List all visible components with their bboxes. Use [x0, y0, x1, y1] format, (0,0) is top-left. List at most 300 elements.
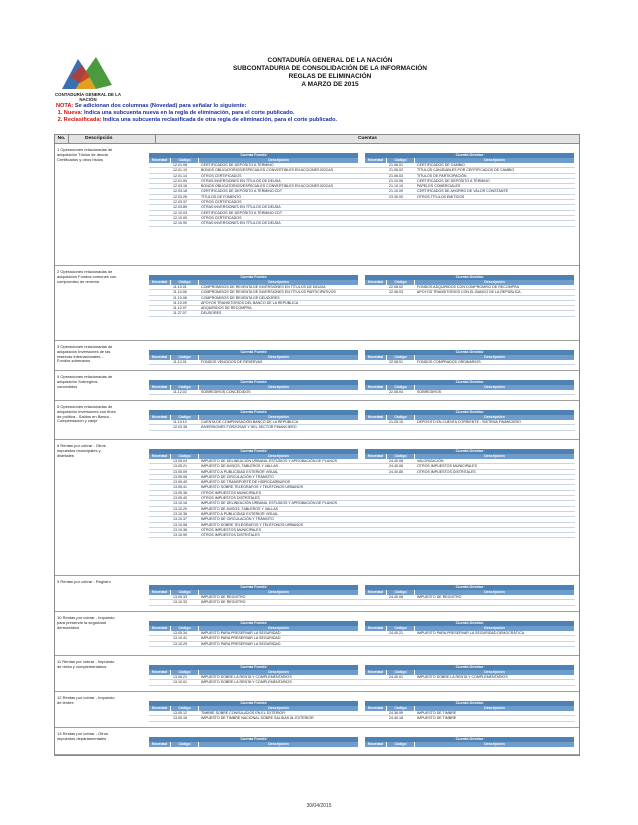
- fuente-code-cell: 11.12.01: [173, 360, 187, 364]
- novedad-header: Novedad: [365, 706, 387, 711]
- fuente-desc-cell: OTROS CERTIFICADOS: [201, 173, 242, 178]
- fuente-desc-cell: INVERSIONES FORZOSAS Y DEL SECTOR FINANCIERO: [201, 425, 297, 430]
- col-cuentas-header: Cuentas: [358, 136, 377, 141]
- destino-code-cell: 21.10.09: [389, 189, 403, 194]
- novedad-cell: [149, 642, 171, 646]
- cuenta-fuente-header: Cuenta Fuente: [149, 701, 359, 706]
- cuenta-fuente-header: Cuenta Fuente: [149, 665, 359, 670]
- rule-number: 2: [57, 269, 60, 274]
- novedad-cell: [149, 390, 171, 394]
- novedad-cell: [149, 631, 171, 635]
- novedad-cell: [149, 716, 171, 720]
- destino-code-cell: [387, 501, 415, 505]
- fuente-desc-cell: OTRAS INVERSIONES EN TÍTULOS DE DEUDA: [201, 205, 281, 210]
- destino-code-cell: [387, 296, 415, 300]
- fuente-code-cell: 13.05.40: [173, 496, 187, 501]
- destino-desc-cell: IMPUESTO PARA PRESERVAR LA SEGURIDAD DEMOCRÁTICA: [417, 631, 524, 635]
- cuenta-fuente-header: Cuenta Fuente: [149, 621, 359, 626]
- novedad-header: Novedad: [149, 590, 171, 595]
- destino-code-cell: 21.25.10: [389, 420, 403, 424]
- destino-desc-cell: [415, 491, 575, 495]
- novedad-cell: [149, 523, 171, 527]
- novedad-cell: [365, 595, 387, 599]
- novedad-header: Novedad: [149, 385, 171, 390]
- novedad-header: Novedad: [365, 415, 387, 420]
- fuente-desc-cell: CERTIFICADOS DE DEPÓSITO A TÉRMINO CDT: [201, 189, 283, 194]
- novedad-cell: [365, 642, 387, 646]
- table-row: [149, 680, 575, 685]
- novedad-cell: [149, 360, 171, 364]
- destino-code-cell: 22.08.01: [389, 360, 403, 364]
- notes-block: [56, 103, 596, 125]
- novedad-cell: [149, 475, 171, 479]
- codigo-header: Código: [171, 706, 199, 711]
- fuente-desc-cell: OTROS IMPUESTOS DISTRITALES: [201, 496, 260, 501]
- fuente-desc-cell: ADQUIRIDOS DE RECOMPRA: [201, 306, 252, 311]
- table-row: [149, 390, 575, 395]
- novedad-cell: [149, 211, 171, 215]
- destino-desc-cell: [415, 533, 575, 537]
- rule-description: Operaciones relacionadas de adquisición Inversiones de las reservas internacionales - Fondos soberanos: [57, 344, 113, 364]
- fuente-code-cell: 12.01.08: [173, 163, 187, 167]
- fuente-code-cell: 12.03.16: [173, 184, 187, 189]
- note-1-number: 1.: [57, 110, 63, 117]
- cuenta-fuente-header: Cuenta Fuente: [149, 449, 359, 454]
- cuenta-destino-header: Cuenta Destino: [365, 449, 575, 454]
- novedad-cell: [365, 680, 387, 684]
- rule-number: 1: [57, 147, 60, 152]
- fuente-desc-cell: IMPUESTO DE DELINEACIÓN URBANA, ESTUDIOS Y APROBACIÓN DE PLANOS: [201, 459, 337, 463]
- rule-section-label: [57, 405, 117, 424]
- codigo-header: Código: [387, 385, 415, 390]
- rule-description: Operaciones relacionadas de adquisición Inversiones con fines de política - Saldos en Banco - Compensación y canje: [57, 404, 116, 424]
- codigo-header: Código: [387, 280, 415, 285]
- destino-code-cell: [387, 642, 415, 646]
- note-1-label: Nueva:: [63, 110, 83, 117]
- novedad-cell: [149, 480, 171, 484]
- descripcion-header: Descripción: [199, 280, 359, 285]
- fuente-desc-cell: IMPUESTO DE TRANSPORTE DE HIDROCARBUROS: [201, 480, 291, 485]
- novedad-cell: [149, 285, 171, 289]
- note-2-number: 2.: [57, 117, 63, 124]
- fuente-code-cell: 12.01.14: [173, 173, 187, 178]
- novedad-cell: [149, 168, 171, 172]
- fuente-code-cell: 13.05.41: [173, 485, 187, 490]
- destino-desc-cell: CERTIFICADOS DE DEPÓSITO A TÉRMINO: [417, 178, 490, 183]
- col-desc-header: Descripción: [69, 135, 156, 143]
- fuente-desc-cell: IMPUESTO SOBRE LA RENTA Y COMPLEMENTARIOS: [201, 680, 292, 685]
- destino-desc-cell: [415, 600, 575, 604]
- table-row: [149, 642, 575, 647]
- table-row: [149, 600, 575, 605]
- novedad-cell: [365, 675, 387, 679]
- rule-number: 9: [57, 579, 60, 584]
- destino-desc-cell: [415, 216, 575, 220]
- destino-code-cell: [387, 211, 415, 215]
- table-row: [149, 221, 575, 226]
- fuente-desc-cell: TÍTULOS DE FOMENTO: [201, 194, 242, 199]
- fuente-desc-cell: OTROS IMPUESTOS MUNICIPALES: [201, 490, 261, 495]
- rule-section-label: [57, 148, 117, 162]
- novedad-cell: [365, 163, 387, 167]
- destino-desc-cell: [415, 475, 575, 479]
- novedad-cell: [149, 195, 171, 199]
- fuente-code-cell: 13.10.16: [173, 501, 187, 506]
- novedad-cell: [365, 200, 387, 204]
- fuente-desc-cell: IMPUESTO DE AVISOS, TABLEROS Y VALLAS: [201, 506, 279, 511]
- codigo-header: Código: [387, 670, 415, 675]
- novedad-cell: [365, 205, 387, 209]
- novedad-cell: [149, 311, 171, 315]
- rule-description: Operaciones relacionadas de adquisición Títulos de deuda Certificados y otros títulos: [57, 147, 113, 162]
- fuente-code-cell: 11.12.02: [173, 390, 187, 394]
- destino-desc-cell: SOBREGIROS: [417, 390, 442, 394]
- fuente-code-cell: 13.10.36: [173, 527, 187, 532]
- novedad-cell: [365, 425, 387, 429]
- fuente-desc-cell: CERTIFICADOS DE DEPÓSITO A TÉRMINO: [201, 163, 274, 167]
- codigo-header: Código: [387, 355, 415, 360]
- novedad-cell: [365, 517, 387, 521]
- novedad-cell: [365, 480, 387, 484]
- destino-desc-cell: IMPUESTO DE TIMBRE: [417, 716, 457, 721]
- accounts-grid: [149, 350, 575, 365]
- codigo-header: Código: [387, 706, 415, 711]
- cuenta-destino-header: Cuenta Destino: [365, 621, 575, 626]
- fuente-desc-cell: IMPUESTO DE TIMBRE NACIONAL SOBRE SALIDAS AL EXTERIOR: [201, 716, 314, 721]
- fuente-code-cell: 13.05.09: [173, 469, 187, 474]
- destino-code-cell: [387, 636, 415, 640]
- novedad-cell: [365, 496, 387, 500]
- accounts-grid: [149, 275, 575, 317]
- novedad-cell: [149, 216, 171, 220]
- cuenta-fuente-header: Cuenta Fuente: [149, 585, 359, 590]
- destino-desc-cell: IMPUESTO DE REGISTRO: [417, 595, 462, 599]
- novedad-cell: [149, 189, 171, 193]
- novedad-cell: [365, 507, 387, 511]
- fuente-code-cell: 12.03.18: [173, 189, 187, 194]
- fuente-code-cell: 13.05.04: [173, 459, 187, 463]
- rule-section-label: [57, 375, 117, 389]
- novedad-cell: [365, 184, 387, 188]
- descripcion-header: Descripción: [199, 454, 359, 459]
- destino-desc-cell: DEPÓSITO EN CUENTA CORRIENTE - SISTEMA FINANCIERO: [417, 420, 521, 424]
- destino-desc-cell: [415, 642, 575, 646]
- codigo-header: Código: [387, 626, 415, 631]
- fuente-desc-cell: IMPUESTO DE CIRCULACIÓN Y TRÁNSITO: [201, 474, 274, 479]
- novedad-cell: [365, 296, 387, 300]
- codigo-header: Código: [387, 158, 415, 163]
- descripcion-header: Descripción: [199, 415, 359, 420]
- fuente-desc-cell: COMPROMISOS DE REVENTA DE INVERSIONES EN TÍTULOS PARTICIPATIVOS: [201, 290, 336, 295]
- rule-number: 3: [57, 344, 60, 349]
- note-1-text: Indica una subcuenta nueva en la regla de eliminación, para el corte publicado.: [82, 110, 295, 117]
- fuente-desc-cell: IMPUESTO PARA PRESERVAR LA SEGURIDAD: [201, 641, 281, 646]
- novedad-cell: [149, 163, 171, 167]
- table-row: [149, 311, 575, 316]
- destino-desc-cell: OTROS TÍTULOS EMITIDOS: [417, 194, 465, 199]
- rule-section: [55, 144, 579, 266]
- codigo-header: Código: [171, 590, 199, 595]
- rule-section-label: [57, 580, 117, 585]
- fuente-code-cell: 13.10.37: [173, 517, 187, 522]
- descripcion-header: Descripción: [415, 590, 575, 595]
- destino-code-cell: [387, 528, 415, 532]
- fuente-code-cell: 13.10.90: [173, 533, 187, 538]
- fuente-code-cell: 13.10.33: [173, 600, 187, 605]
- novedad-header: Novedad: [365, 280, 387, 285]
- fuente-desc-cell: TIMBRE SOBRE CONSULADOS EN EL EXTERIOR: [201, 711, 285, 715]
- novedad-cell: [149, 296, 171, 300]
- fuente-desc-cell: IMPUESTO DE CIRCULACIÓN Y TRÁNSITO: [201, 517, 274, 522]
- novedad-cell: [365, 501, 387, 505]
- fuente-desc-cell: OTROS IMPUESTOS DISTRITALES: [201, 533, 260, 538]
- cuenta-destino-header: Cuenta Destino: [365, 153, 575, 158]
- destino-desc-cell: CERTIFICADOS DE AHORRO DE VALOR CONSTANTE: [417, 189, 509, 194]
- accounts-grid-subheader: [149, 742, 575, 747]
- novedad-cell: [365, 216, 387, 220]
- codigo-header: Código: [171, 385, 199, 390]
- novedad-cell: [149, 306, 171, 310]
- destino-code-cell: 22.08.04: [389, 390, 403, 394]
- cuenta-destino-header: Cuenta Destino: [365, 665, 575, 670]
- destino-desc-cell: [415, 306, 575, 310]
- destino-desc-cell: [415, 517, 575, 521]
- novedad-cell: [365, 174, 387, 178]
- novedad-cell: [365, 179, 387, 183]
- fuente-desc-cell: IMPUESTO SOBRE TELÉGRAFOS Y TELÉFONOS URBANOS: [201, 485, 304, 490]
- fuente-desc-cell: DEUDORES: [201, 311, 222, 316]
- destino-code-cell: [387, 600, 415, 604]
- destino-code-cell: 23.30.00: [389, 194, 403, 199]
- fuente-code-cell: 13.10.20: [173, 506, 187, 511]
- rule-number: 13: [57, 731, 62, 736]
- novedad-header: Novedad: [365, 385, 387, 390]
- rule-section-label: [57, 732, 117, 742]
- rule-section-label: [57, 660, 117, 670]
- codigo-header: Código: [171, 670, 199, 675]
- codigo-header: Código: [387, 415, 415, 420]
- novedad-cell: [149, 512, 171, 516]
- novedad-cell: [149, 600, 171, 604]
- fuente-code-cell: 12.03.26: [173, 194, 187, 199]
- novedad-cell: [365, 636, 387, 640]
- destino-desc-cell: [415, 211, 575, 215]
- descripcion-header: Descripción: [415, 706, 575, 711]
- novedad-cell: [365, 211, 387, 215]
- fuente-code-cell: 13.05.40: [173, 480, 187, 485]
- rule-section: [55, 341, 579, 371]
- fuente-code-cell: 12.10.90: [173, 221, 187, 226]
- codigo-header: Código: [171, 355, 199, 360]
- codigo-header: Código: [171, 158, 199, 163]
- rule-section: [55, 440, 579, 576]
- novedad-cell: [149, 496, 171, 500]
- novedad-cell: [149, 425, 171, 429]
- destino-desc-cell: [415, 311, 575, 315]
- novedad-cell: [149, 675, 171, 679]
- fuente-code-cell: 12.03.37: [173, 200, 187, 205]
- novedad-cell: [365, 360, 387, 364]
- destino-desc-cell: [415, 205, 575, 209]
- novedad-cell: [365, 716, 387, 720]
- destino-code-cell: [387, 496, 415, 500]
- destino-desc-cell: [415, 496, 575, 500]
- cuenta-destino-header: Cuenta Destino: [365, 350, 575, 355]
- destino-code-cell: [387, 311, 415, 315]
- novedad-header: Novedad: [149, 158, 171, 163]
- cuenta-destino-header: Cuenta Destino: [365, 380, 575, 385]
- fuente-code-cell: 11.10.08: [173, 295, 187, 300]
- rule-description: Rentas por cobrar - Impuesto de renta y complementarios: [57, 659, 115, 669]
- descripcion-header: Descripción: [199, 742, 359, 747]
- destino-code-cell: [387, 512, 415, 516]
- novedad-cell: [365, 485, 387, 489]
- cuenta-fuente-header: Cuenta Fuente: [149, 350, 359, 355]
- fuente-desc-cell: IMPUESTO DE AVISOS, TABLEROS Y VALLAS: [201, 464, 279, 469]
- fuente-desc-cell: IMPUESTO SOBRE LA RENTA Y COMPLEMENTARIOS: [201, 675, 292, 679]
- destino-code-cell: 24.40.06: [389, 464, 403, 469]
- destino-code-cell: [387, 533, 415, 537]
- novedad-cell: [365, 420, 387, 424]
- destino-desc-cell: [415, 485, 575, 489]
- rule-section: [55, 266, 579, 341]
- rule-section: [55, 401, 579, 440]
- destino-code-cell: 24.40.21: [389, 631, 403, 635]
- rule-section: [55, 612, 579, 656]
- fuente-code-cell: 12.10.03: [173, 210, 187, 215]
- destino-code-cell: [387, 221, 415, 225]
- fuente-code-cell: 12.03.35: [173, 425, 187, 430]
- table-sections: [55, 144, 579, 755]
- descripcion-header: Descripción: [415, 280, 575, 285]
- rule-description: Rentas por cobrar - Impuesto para preservar la seguridad democrática: [57, 615, 115, 630]
- destino-desc-cell: [415, 528, 575, 532]
- rule-section-label: [57, 444, 117, 458]
- novedad-cell: [149, 595, 171, 599]
- cuenta-fuente-header: Cuenta Fuente: [149, 275, 359, 280]
- descripcion-header: Descripción: [415, 454, 575, 459]
- novedad-header: Novedad: [365, 158, 387, 163]
- destino-desc-cell: PAPELES COMERCIALES: [417, 184, 461, 189]
- destino-code-cell: 21.10.10: [389, 184, 403, 189]
- destino-code-cell: [387, 507, 415, 511]
- novedad-cell: [365, 470, 387, 474]
- table-row: [149, 425, 575, 430]
- fuente-desc-cell: BONOS OBLIGATORIOS/ESPECIALES CONVERTIBLES EN ACCIONES BOCAS: [201, 168, 334, 173]
- novedad-cell: [365, 195, 387, 199]
- novedad-cell: [149, 517, 171, 521]
- novedad-header: Novedad: [149, 742, 171, 747]
- fuente-code-cell: 13.10.29: [173, 641, 187, 646]
- destino-code-cell: [387, 301, 415, 305]
- descripcion-header: Descripción: [415, 742, 575, 747]
- novedad-header: Novedad: [365, 454, 387, 459]
- descripcion-header: Descripción: [199, 590, 359, 595]
- table-column-header: [55, 135, 579, 144]
- destino-desc-cell: [415, 512, 575, 516]
- destino-desc-cell: [415, 523, 575, 527]
- destino-desc-cell: [415, 301, 575, 305]
- destino-code-cell: 21.06.02: [389, 168, 403, 173]
- codigo-header: Código: [171, 280, 199, 285]
- fuente-code-cell: 13.10.36: [173, 511, 187, 516]
- table-row: [149, 360, 575, 365]
- novedad-cell: [365, 221, 387, 225]
- rules-table: [54, 134, 580, 756]
- fuente-desc-cell: OTRAS INVERSIONES EN TÍTULOS DE DEUDA: [201, 178, 281, 183]
- fuente-code-cell: 13.10.58: [173, 522, 187, 527]
- fuente-code-cell: 13.05.21: [173, 675, 187, 679]
- destino-desc-cell: [415, 425, 575, 429]
- novedad-cell: [365, 491, 387, 495]
- rule-description: Rentas por cobrar - Registro: [60, 579, 111, 584]
- novedad-cell: [149, 501, 171, 505]
- codigo-header: Código: [171, 415, 199, 420]
- novedad-cell: [365, 285, 387, 289]
- fuente-code-cell: 13.05.12: [173, 711, 187, 715]
- destino-code-cell: 24.36.99: [389, 711, 403, 715]
- novedad-header: Novedad: [149, 706, 171, 711]
- fuente-desc-cell: OTROS CERTIFICADOS: [201, 215, 242, 220]
- fuente-desc-cell: SOBREGIROS CONCEDIDOS: [201, 390, 251, 394]
- rule-number: 4: [57, 374, 60, 379]
- destino-code-cell: 21.10.06: [389, 178, 403, 183]
- fuente-code-cell: 13.05.36: [173, 490, 187, 495]
- novedad-cell: [149, 464, 171, 468]
- destino-desc-cell: [415, 200, 575, 204]
- destino-desc-cell: IMPUESTO SOBRE LA RENTA Y COMPLEMENTARIOS: [417, 675, 508, 679]
- rule-section-label: [57, 270, 117, 284]
- fuente-desc-cell: OTRAS INVERSIONES EN TÍTULOS DE DEUDA: [201, 221, 281, 226]
- novedad-cell: [149, 205, 171, 209]
- novedad-cell: [365, 290, 387, 294]
- novedad-cell: [149, 200, 171, 204]
- destino-code-cell: [387, 517, 415, 521]
- rule-description: Operaciones relacionadas de adquisición Fondos comunes con compromiso de reventa: [57, 269, 117, 284]
- fuente-desc-cell: COMPROMISOS DE REVENTA DE DEUDORES: [201, 295, 280, 300]
- novedad-cell: [365, 306, 387, 310]
- novedad-header: Novedad: [149, 454, 171, 459]
- destino-desc-cell: OTROS IMPUESTOS MUNICIPALES: [417, 464, 477, 469]
- contaduria-logo-icon: [56, 55, 118, 91]
- fuente-code-cell: 13.05.33: [173, 595, 187, 599]
- novedad-cell: [149, 301, 171, 305]
- header-line-4: A MARZO DE 2015: [301, 81, 359, 88]
- cuenta-destino-header: Cuenta Destino: [365, 410, 575, 415]
- novedad-cell: [149, 528, 171, 532]
- destino-desc-cell: CERTIFICADOS DE CAMBIO: [417, 163, 465, 167]
- fuente-desc-cell: BONOS OBLIGATORIOS/ESPECIALES CONVERTIBLES EN ACCIONES BOCAS: [201, 184, 334, 189]
- cuenta-fuente-header: Cuenta Fuente: [149, 380, 359, 385]
- destino-code-cell: [387, 485, 415, 489]
- note-intro: Se adicionan dos columnas (Novedad) para señalar lo siguiente:: [73, 103, 247, 109]
- novedad-cell: [149, 174, 171, 178]
- fuente-desc-cell: COMPROMISOS DE REVENTA DE INVERSIONES EN TÍTULOS DE DEUDA: [201, 285, 326, 289]
- destino-desc-cell: VALORIZACIÓN: [417, 459, 444, 463]
- novedad-header: Novedad: [149, 415, 171, 420]
- note-2-text: Indica una subcuenta reclasificada de otra regla de eliminación, para el corte publicado.: [101, 117, 338, 124]
- destino-desc-cell: [415, 636, 575, 640]
- destino-code-cell: [387, 680, 415, 684]
- novedad-header: Novedad: [149, 670, 171, 675]
- descripcion-header: Descripción: [199, 626, 359, 631]
- fuente-desc-cell: IMPUESTO DE DELINEACIÓN URBANA, ESTUDIOS Y APROBACIÓN DE PLANOS: [201, 501, 337, 506]
- destino-code-cell: [387, 200, 415, 204]
- novedad-cell: [365, 390, 387, 394]
- fuente-desc-cell: APOYOS TRANSITORIOS DEL BANCO DE LA REPÚBLICA: [201, 300, 299, 305]
- cuenta-destino-header: Cuenta Destino: [365, 701, 575, 706]
- destino-code-cell: 22.08.03: [389, 290, 403, 295]
